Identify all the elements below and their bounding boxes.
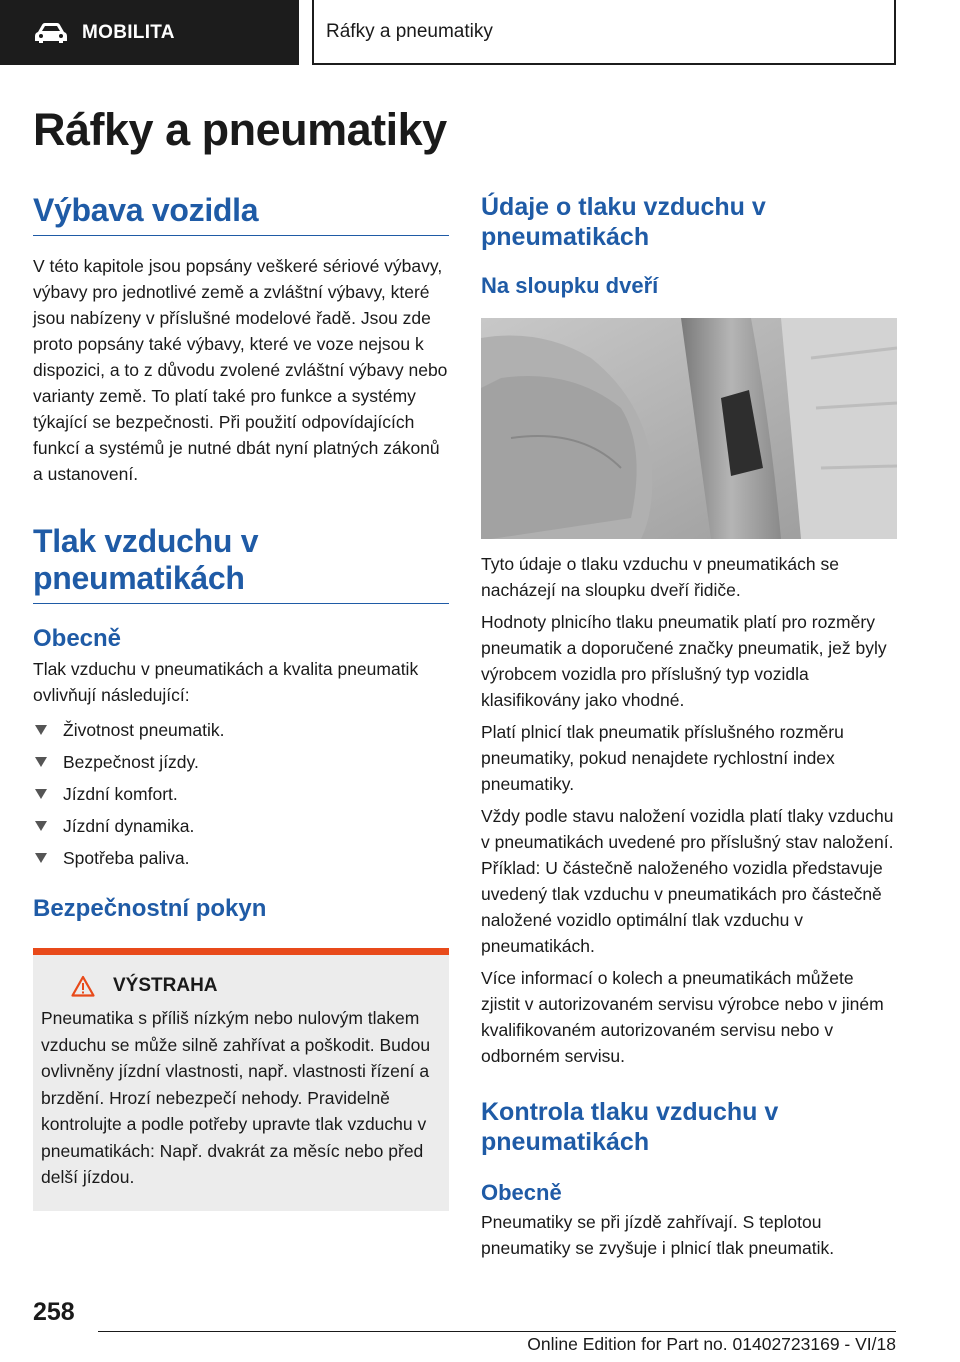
triangle-bullet-icon: [35, 725, 47, 735]
kontrola-paragraph: Pneumatiky se při jízdě zahřívají. S teplotou pneumatiky se zvyšuje i plnicí tlak pneumatik.: [481, 1212, 835, 1258]
list-item: Jízdní komfort.: [33, 778, 449, 810]
heading-safety: Bezpečnostní pokyn: [33, 895, 267, 922]
warning-title: [71, 975, 439, 997]
paragraph-plati: Platí plnicí tlak pneumatik příslušného rozměru pneumatiky, pokud nenajdete rychlostní index pneumatiky.: [481, 722, 844, 794]
heading-udaje: Údaje o tlaku vzduchu v pneumatikách: [481, 193, 766, 251]
heading-tlak: Tlak vzduchu v pneumatikách: [33, 523, 449, 604]
page-number: 258: [33, 1298, 75, 1326]
paragraph-vice: Více informací o kolech a pneumatikách můžete zjistit v autorizovaném servisu výrobce nebo v jiném kvalifikovaném autorizovaném servisu nebo v odborném servisu.: [481, 968, 884, 1066]
chapter-tab: [312, 0, 896, 65]
paragraph-hodnoty: Hodnoty plnicího tlaku pneumatik platí pro rozměry pneumatik a doporučené značky pneumatik, jež byly výrobcem vozidla pro příslušný typ vozidla klasifikovány jako vhodné.: [481, 612, 887, 710]
car-icon: [34, 22, 68, 44]
footer-rule: [98, 1331, 896, 1332]
warning-label: VÝSTRAHA: [113, 975, 218, 996]
photo-caption: Tyto údaje o tlaku vzduchu v pneumatikách se nacházejí na sloupku dveří řidiče.: [481, 554, 839, 600]
list-item: Spotřeba paliva.: [33, 842, 449, 874]
section-label: MOBILITA: [82, 21, 175, 43]
left-column: [33, 190, 449, 1211]
factor-list: [33, 714, 449, 874]
tlak-paragraph: Tlak vzduchu v pneumatikách a kvalita pneumatik ovlivňují následující:: [33, 659, 419, 705]
paragraph-vzdy: Vždy podle stavu naložení vozidla platí tlaky vzduchu v pneumatikách uvedené pro příslušný stav naložení. Příklad: U částečně naloženého vozidla představuje uvedený tlak vzduchu v pneumatikách pro částečně naložené vozidlo optimální tlak vzduchu v pneumatikách.: [481, 806, 894, 956]
subheading-obecne-2: Obecně: [481, 1180, 562, 1205]
intro-paragraph: V této kapitole jsou popsány veškeré sériové výbavy, výbavy pro jednotlivé země a zvláštní výbavy, které jsou nabízeny v příslušné modelové řadě. Jsou zde proto popsány také výbavy, které ve voze nejsou k dispozici, a to z důvodu zvolené zvláštní výbavy nebo varianty země. To platí také pro funkce a systémy týkající se bezpečnosti. Při použití odpovídajících funkcí a systémů je nutné dbát nyní platných zákonů a ustanovení.: [33, 256, 448, 484]
page-title: Ráfky a pneumatiky: [33, 104, 447, 155]
list-item: Jízdní dynamika.: [33, 810, 449, 842]
chapter-label: Ráfky a pneumatiky: [326, 20, 493, 42]
triangle-bullet-icon: [35, 853, 47, 863]
triangle-bullet-icon: [35, 821, 47, 831]
heading-vybava: Výbava vozidla: [33, 192, 449, 236]
door-pillar-photo: [481, 318, 897, 539]
triangle-bullet-icon: [35, 757, 47, 767]
triangle-bullet-icon: [35, 789, 47, 799]
list-item: Životnost pneumatik.: [33, 714, 449, 746]
right-column: [481, 192, 897, 1261]
subheading-sloupek: Na sloupku dveří: [481, 273, 659, 298]
edition-text: Online Edition for Part no. 01402723169 - VI/18: [527, 1334, 896, 1354]
subheading-obecne: Obecně: [33, 625, 122, 652]
warning-triangle-icon: [71, 975, 95, 997]
warning-text: Pneumatika s příliš nízkým nebo nulovým tlakem vzduchu se může silně zahřívat a poškodit. Budou ovlivněny jízdní vlastnosti, např. vlastnosti řízení a brzdění. Hrozí nebezpečí nehody. Pravidelně kontrolujte a podle potřeby upravte tlak vzduchu v pneumatikách: Např. dvakrát za měsíc nebo před delší jízdou.: [41, 1008, 431, 1187]
section-tab: [0, 0, 299, 65]
list-item: Bezpečnost jízdy.: [33, 746, 449, 778]
warning-box: [33, 948, 449, 1211]
heading-kontrola: Kontrola tlaku vzduchu v pneumatikách: [481, 1098, 779, 1156]
